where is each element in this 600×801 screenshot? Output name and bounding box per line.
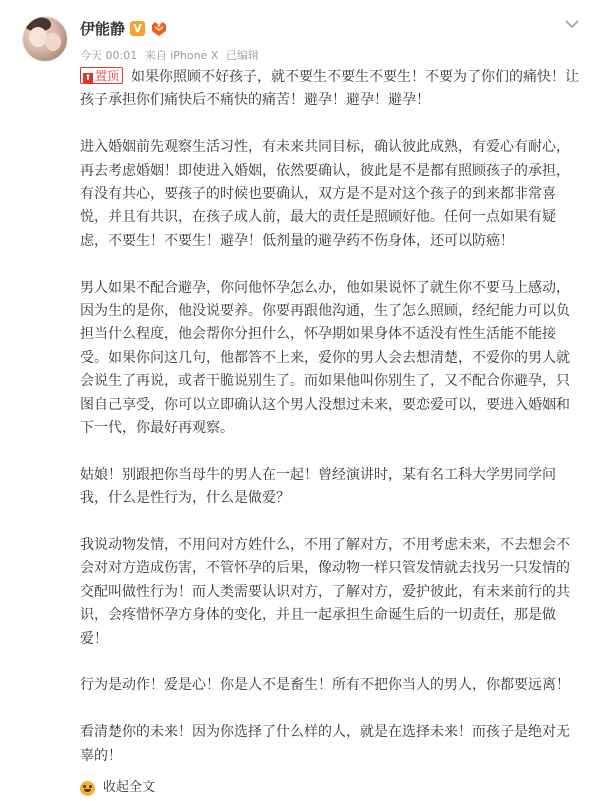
post-header [0, 0, 600, 68]
verified-badge-icon: V [130, 21, 145, 36]
post-time: 今天 00:01 [80, 49, 138, 62]
post-meta [80, 49, 263, 63]
author-name[interactable]: 伊能静 [80, 20, 126, 38]
avatar-child-face [45, 33, 61, 51]
post-source[interactable]: 来自 iPhone X [144, 49, 219, 62]
collapse-full-text-button[interactable] [80, 779, 155, 797]
emoji-icon [80, 781, 95, 796]
pin-icon: ⬆ [84, 73, 92, 82]
chevron-down-icon[interactable] [564, 18, 580, 30]
post-paragraph-4: 姑娘！别跟把你当母牛的男人在一起！曾经演讲时，某有名工科大学男同学问我，什么是性行为，什么是做爱？ [80, 466, 556, 507]
paragraph-text: 如果你照顾不好孩子，就不要生不要生不要生！不要为了你们的痛快！让孩子承担你们痛快后不痛快的痛苦！避孕！避孕！避孕！ [80, 69, 580, 109]
pin-label: 置顶 [95, 69, 120, 83]
post-paragraph-5: 我说动物发情，不用问对方姓什么，不用了解对方，不用考虑未来，不去想会不会对对方造成伤害，不管怀孕的后果，像动物一样只管发情就去找另一只发情的交配叫做性行为！而人类需要认识对方，了解对方，爱护彼此，有未来前行的共识，会疼惜怀孕方身体的变化，并且一起承担生命诞生后的一切责任，那是做爱！ [80, 537, 570, 647]
post-paragraph-6: 行为是动作！爱是心！你是人不是畜生！所有不把你当人的男人，你都要远离！ [80, 677, 570, 694]
collapse-label: 收起全文 [103, 780, 156, 795]
post-paragraph-2: 进入婚姻前先观察生活习性，有未来共同目标，确认彼此成熟，有爱心有耐心，再去考虑婚姻！即使进入婚姻，依然要确认，彼此是不是都有照顾孩子的承担，有没有共心，要孩子的时候也要确认，双方是不是对这个孩子的到来都非常喜悦，并且有共识，在孩子成人前，最大的责任是照顾好他。任何一点如果有疑虑，不要生！不要生！避孕！低剂量的避孕药不伤身体，还可以防癌！ [80, 139, 570, 249]
post-paragraph-7: 看清楚你的未来！因为你选择了什么样的人，就是在选择未来！而孩子是绝对无辜的！ [80, 724, 570, 764]
edited-label[interactable]: 已编辑 [225, 49, 259, 62]
post-paragraph-1 [80, 66, 580, 113]
member-badge-icon [150, 20, 168, 37]
pin-badge [80, 67, 123, 84]
avatar[interactable] [22, 16, 68, 62]
post-paragraph-3: 男人如果不配合避孕，你问他怀孕怎么办，他如果说怀了就生你不要马上感动，因为生的是你，他没说要养。你要再跟他沟通，生了怎么照顾，经纪能力可以负担当什么程度，他会帮你分担什么，怀孕期如果身体不适没有性生活能不能接受。如果你问这几句，他都答不上来，爱你的男人会去想清楚，不爱你的男人就会说生了再说，或者干脆说别生了。而如果他叫你别生了，又不配合你避孕，只图自己享受，你可以立即确认这个男人没想过未来，要恋爱可以，要进入婚姻和下一代，你最好再观察。 [80, 279, 570, 437]
post-body [80, 66, 580, 791]
